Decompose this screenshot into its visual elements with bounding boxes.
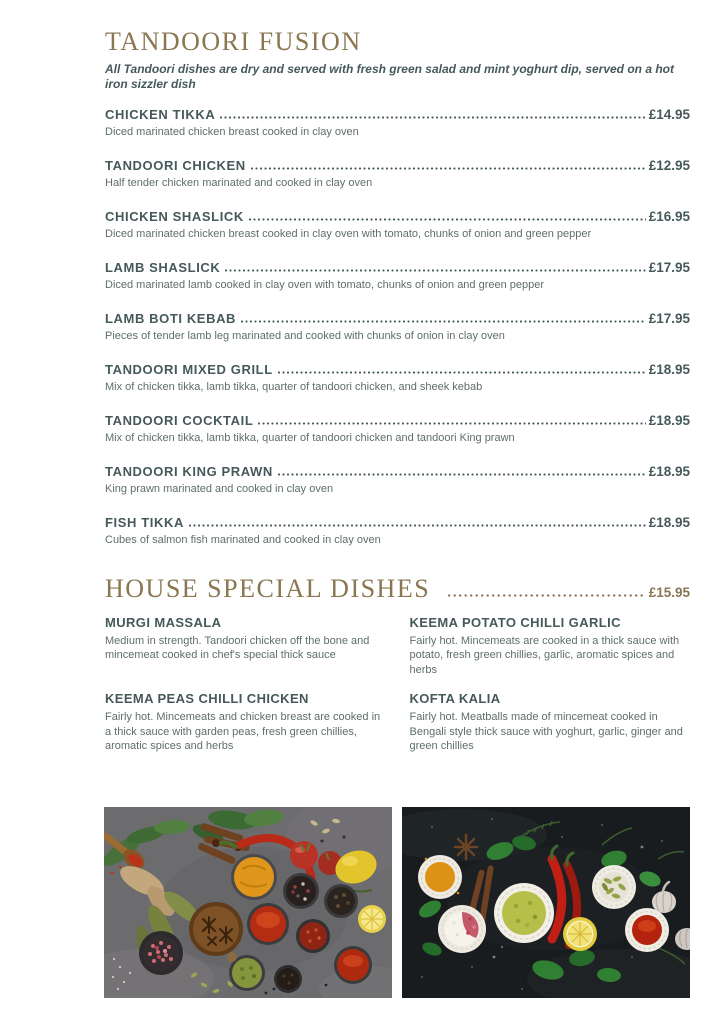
dish-name: KEEMA PEAS CHILLI CHICKEN xyxy=(105,691,309,707)
dish-name: TANDOORI COCKTAIL xyxy=(105,413,254,429)
paprika-bowl xyxy=(334,946,372,984)
menu-item-row xyxy=(105,158,690,174)
dish-description: King prawn marinated and cooked in clay oven xyxy=(105,483,334,496)
menu-item xyxy=(105,209,690,241)
dish-description: Pieces of tender lamb leg marinated and cooked with chunks of onion in clay oven xyxy=(105,330,505,343)
menu-item xyxy=(105,260,690,292)
house-special-header xyxy=(105,575,690,602)
clove-bowl xyxy=(274,965,302,993)
dish-description: Diced marinated chicken breast cooked in clay oven with tomato, chunks of onion and green pepper xyxy=(105,228,592,241)
menu-item xyxy=(105,311,690,343)
dish-price: £12.95 xyxy=(648,158,690,174)
house-menu-item xyxy=(410,615,691,678)
turmeric-bowl xyxy=(231,854,277,900)
tandoori-section xyxy=(105,28,690,547)
dish-name: FISH TIKKA xyxy=(105,515,184,531)
photo-spices-dark-slate xyxy=(402,807,690,998)
dish-name: CHICKEN TIKKA xyxy=(105,107,216,123)
dish-name: LAMB BOTI KEBAB xyxy=(105,311,237,327)
star-anise xyxy=(455,835,477,859)
house-section-price: £15.95 xyxy=(648,585,690,601)
dish-price: £16.95 xyxy=(648,209,690,225)
dish-description: Cubes of salmon fish marinated and cooked in clay oven xyxy=(105,534,381,547)
tandoori-section-title: TANDOORI FUSION xyxy=(105,27,362,56)
dotted-leader xyxy=(189,524,646,527)
peppercorn-mix-bowl xyxy=(283,873,319,909)
menu-item xyxy=(105,362,690,394)
photo-row xyxy=(104,807,690,998)
menu-item-row xyxy=(105,311,690,327)
dish-name: KOFTA KALIA xyxy=(409,691,501,707)
dish-price: £18.95 xyxy=(648,464,690,480)
dish-description: Diced marinated chicken breast cooked in clay oven xyxy=(105,126,359,139)
cardamom-bowl xyxy=(592,865,636,909)
dish-price: £17.95 xyxy=(648,311,690,327)
lemon-half xyxy=(563,917,597,951)
dish-name: TANDOORI CHICKEN xyxy=(105,158,246,174)
tandoori-section-intro: All Tandoori dishes are dry and served with fresh green salad and mint yoghurt dip, served on a hot iron sizzler dish xyxy=(105,62,675,92)
dish-name: LAMB SHASLICK xyxy=(105,260,221,276)
lemon-half xyxy=(358,905,386,933)
menu-item xyxy=(105,464,690,496)
dotted-leader xyxy=(225,269,645,272)
dotted-leader xyxy=(251,167,646,170)
dish-price: £14.95 xyxy=(648,107,690,123)
dotted-leader xyxy=(220,116,645,119)
menu-item-row xyxy=(105,260,690,276)
dish-price: £18.95 xyxy=(648,515,690,531)
dish-name: TANDOORI KING PRAWN xyxy=(105,464,273,480)
dish-price: £18.95 xyxy=(648,362,690,378)
dotted-leader xyxy=(278,371,646,374)
dish-description: Medium in strength. Tandoori chicken off the bone and mincemeat cooked in chef's special thick sauce xyxy=(105,634,370,662)
house-special-section xyxy=(105,575,690,753)
dotted-leader xyxy=(241,320,646,323)
house-item-grid xyxy=(105,615,690,754)
paprika-bowl xyxy=(625,908,669,952)
dish-name: CHICKEN SHASLICK xyxy=(105,209,244,225)
pink-peppercorn-bowl xyxy=(139,931,183,975)
menu-item-row xyxy=(105,107,690,123)
menu-item xyxy=(105,413,690,445)
star-anise-bowl xyxy=(189,902,243,956)
menu-item-row xyxy=(105,515,690,531)
dish-price: £17.95 xyxy=(648,260,690,276)
chilli-powder-bowl xyxy=(247,903,289,945)
menu-item-row xyxy=(105,362,690,378)
menu-item xyxy=(105,515,690,547)
dish-name: KEEMA POTATO CHILLI GARLIC xyxy=(409,614,621,630)
dish-name: TANDOORI MIXED GRILL xyxy=(105,362,273,378)
dish-description: Diced marinated lamb cooked in clay oven with tomato, chunks of onion and green pepper xyxy=(105,279,545,292)
dish-description: Fairly hot. Mincemeats and chicken breast are cooked in a thick sauce with garden peas, fresh green chillies, aromatic spices and herbs xyxy=(105,711,381,753)
dish-description: Mix of chicken tikka, lamb tikka, quarter of tandoori chicken, and sheek kebab xyxy=(105,381,483,394)
dotted-leader xyxy=(249,218,646,221)
house-section-title: HOUSE SPECIAL DISHES xyxy=(105,574,431,604)
dish-price: £18.95 xyxy=(648,413,690,429)
allspice-bowl xyxy=(324,884,358,918)
dotted-leader xyxy=(258,422,645,425)
dish-description: Fairly hot. Mincemeats are cooked in a thick sauce with potato, fresh green chillies, garlic, aromatic spices and herbs xyxy=(409,634,680,676)
dish-description: Fairly hot. Meatballs made of mincemeat cooked in Bengali style thick sauce with yoghurt, garlic, ginger and green chillies xyxy=(409,711,683,753)
menu-item-row xyxy=(105,209,690,225)
dish-description: Mix of chicken tikka, lamb tikka, quarter of tandoori chicken and tandoori King prawn xyxy=(105,432,515,445)
house-menu-item xyxy=(105,615,386,678)
tandoori-item-list xyxy=(105,107,690,547)
photo-spices-grey-stone xyxy=(104,807,392,998)
house-menu-item xyxy=(410,691,691,754)
turmeric-bowl xyxy=(418,855,462,899)
menu-item-row xyxy=(105,413,690,429)
menu-item xyxy=(105,107,690,139)
green-herb-bowl xyxy=(494,883,554,943)
dish-description: Half tender chicken marinated and cooked in clay oven xyxy=(105,177,373,190)
crushed-chilli-bowl xyxy=(296,919,330,953)
dotted-leader xyxy=(448,594,645,597)
house-menu-item xyxy=(105,691,386,754)
menu-item xyxy=(105,158,690,190)
dish-name: MURGI MASSALA xyxy=(105,614,222,630)
dotted-leader xyxy=(278,473,646,476)
menu-item-row xyxy=(105,464,690,480)
salt-pink-pepper-bowl xyxy=(438,905,486,953)
